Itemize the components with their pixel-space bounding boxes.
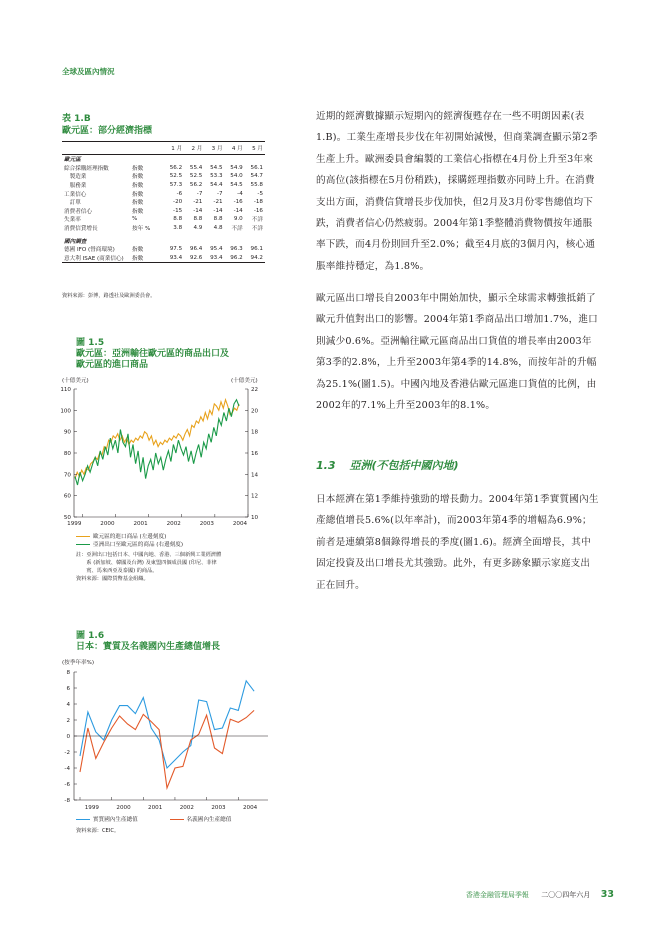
chart15-title-2: 歐元區的進口商品 — [76, 360, 149, 370]
row-label: 意大利 ISAE (商業信心) — [62, 254, 130, 263]
col-header: 1 月 — [164, 142, 184, 155]
chart15-left-unit: (十億美元) — [62, 378, 89, 384]
cell-value: 95.4 — [210, 246, 223, 253]
y-tick: 0 — [66, 734, 70, 740]
chart15-number: 圖 1.5 — [76, 338, 105, 348]
cell-value: 56.2 — [189, 182, 203, 189]
footer-publication: 香港金融管理局季報 — [465, 891, 529, 899]
orange-line-swatch — [76, 536, 90, 537]
cell-value: -5 — [257, 190, 263, 197]
y-tick-left: 100 — [60, 408, 71, 415]
legend-item-real-gdp: 實質國內生產總值 — [76, 817, 138, 823]
chart15-label — [76, 338, 229, 371]
cell-value: 54.5 — [210, 164, 223, 171]
series-line-eurozone-imports — [75, 400, 239, 479]
blue-line-swatch — [76, 819, 90, 820]
chart16-legend — [76, 815, 231, 823]
cell-value: -20 — [173, 199, 183, 206]
chart16 — [56, 657, 286, 817]
table-label — [62, 113, 152, 137]
y-tick: 2 — [66, 718, 70, 724]
row-label: 消費信貸增長 — [64, 226, 98, 233]
y-tick-left: 110 — [60, 387, 71, 393]
cell-value: 不詳 — [251, 217, 263, 224]
cell-value: 54.4 — [210, 182, 223, 189]
row-unit: 指數 — [132, 191, 144, 198]
chart15-source: 資料來源：國際貨幣基金組織。 — [76, 576, 149, 582]
cell-value: 54.9 — [230, 164, 243, 171]
cell-value: 8.8 — [193, 216, 203, 223]
cell-value: 4.9 — [193, 225, 203, 232]
y-tick: -8 — [64, 798, 70, 804]
y-tick: -4 — [64, 766, 70, 772]
y-tick-left: 90 — [63, 429, 71, 436]
cell-value: 不詳 — [251, 226, 263, 233]
cell-value: 9.0 — [233, 216, 243, 223]
row-unit: 指數 — [132, 174, 144, 181]
cell-value: 8.8 — [173, 216, 183, 223]
y-tick-left: 50 — [63, 515, 71, 521]
chart16-label — [76, 631, 220, 653]
row-unit: 指數 — [132, 165, 144, 172]
y-tick-right: 10 — [251, 515, 259, 521]
x-tick: 2000 — [116, 805, 131, 811]
cell-value: -14 — [213, 207, 223, 214]
y-tick-right: 18 — [251, 429, 259, 436]
cell-value: 8.8 — [213, 216, 223, 223]
chart15-legend — [76, 532, 183, 548]
y-tick: -6 — [64, 782, 70, 788]
row-label: 德國 IFO (營商環境) — [64, 247, 115, 254]
row-unit: 指數 — [132, 200, 144, 207]
cell-value: 54.7 — [250, 173, 263, 180]
cell-value: -14 — [233, 207, 243, 214]
y-tick: -2 — [64, 750, 70, 756]
chart15 — [56, 372, 276, 532]
paragraph-2: 歐元區出口增長自2003年中開始加快，顯示全球需求轉強抵銷了歐元升值對出口的影響。2004年第1季商品出口增加1.7%，進口則減少0.6%。亞洲輸往歐元區商品出口貨值的增長率由2003年第3季的2.8%，上升至2003年第4季的14.8%，而按年計的升幅為25.1%(圖1.5)。中國內地及香港佔歐元區進口貨值的比例，由2002年的7.1%上升至2003年的8.1%。 — [316, 293, 598, 412]
cell-value: 96.4 — [189, 246, 203, 253]
paragraph-1: 近期的經濟數據顯示短期內的經濟復甦存在一些不明朗因素(表1.B)。工業生產增長步伐在年初開始減慢，但商業調查顯示第2季生產上升。歐洲委員會編製的工業信心指標在4月份上升至3年來的高位(該指標在5月份稍跌)，採購經理指數亦同時上升。在消費支出方面，消費信貸增長步伐加快，但2月及3月份零售總值均下跌，消費者信心仍然疲弱。2004年第1季整體消費物價按年通脹率下跌，而4月份則回升至2.0%；截至4月底的3個月內，核心通脹率維持穩定，為1.8%。 — [316, 111, 598, 272]
chart15-title-1: 歐元區：亞洲輸往歐元區的商品出口及 — [76, 349, 230, 359]
table-row — [62, 181, 265, 190]
chart16-unit: (按季年率%) — [62, 660, 95, 666]
cell-value: -15 — [173, 207, 183, 214]
green-line-swatch — [76, 544, 90, 545]
y-tick-left: 60 — [63, 493, 71, 500]
cell-value: 55.8 — [250, 182, 263, 189]
cell-value: 96.2 — [225, 254, 245, 263]
table-body — [62, 155, 265, 263]
cell-value: -14 — [193, 207, 203, 214]
row-label: 失業率 — [64, 217, 81, 224]
table-row — [62, 215, 265, 224]
table-row — [62, 207, 265, 216]
table-group-row — [62, 155, 265, 164]
cell-value: 93.4 — [164, 254, 184, 263]
y-tick: 8 — [66, 670, 70, 676]
row-unit: 指數 — [130, 254, 164, 263]
cell-value: 52.5 — [169, 173, 183, 180]
cell-value: 56.2 — [169, 164, 183, 171]
indicators-table — [62, 141, 265, 263]
x-tick: 2003 — [199, 521, 214, 527]
cell-value: 52.5 — [189, 173, 203, 180]
x-tick: 1999 — [84, 805, 99, 811]
chart16-source: 資料來源：CEIC。 — [76, 828, 120, 834]
table-group-label: 歐元區 — [64, 157, 81, 164]
cell-value: 55.4 — [189, 164, 203, 171]
table-row — [62, 172, 265, 181]
row-unit: 按年 % — [132, 226, 151, 233]
y-tick-right: 22 — [251, 387, 259, 393]
cell-value: 93.4 — [204, 254, 224, 263]
cell-value: 不詳 — [231, 226, 243, 233]
y-tick-right: 14 — [251, 472, 259, 479]
y-tick-left: 80 — [63, 451, 71, 457]
cell-value: -7 — [216, 190, 223, 197]
legend-item-asia-exports: 亞洲出口至歐元區的商品 (右邊刻度) — [76, 540, 183, 548]
row-label: 訂單 — [64, 200, 81, 207]
y-tick-right: 16 — [251, 451, 259, 457]
series-line-real-gdp — [80, 681, 254, 768]
x-tick: 1999 — [67, 521, 82, 527]
chart15-note: 註：亞洲出口包括日本、中國內地、香港、三個新興工業經濟體 系 (新加坡、韓國及台灣) 及東盟四個成員國 (印尼、菲律 賓、馬來西亞及泰國) 的商品。 資料來源：國際貨幣基金組織。 — [76, 552, 222, 582]
table-row — [62, 164, 265, 173]
section-heading: 1.3 亞洲(不包括中國內地) — [316, 459, 459, 472]
col-header: 2 月 — [184, 142, 204, 155]
red-line-swatch — [170, 819, 184, 820]
cell-value: 54.0 — [230, 173, 243, 180]
row-unit: % — [132, 216, 138, 223]
y-tick: 4 — [66, 702, 70, 708]
row-unit: 指數 — [132, 247, 144, 254]
col-header: 3 月 — [204, 142, 224, 155]
x-tick: 2004 — [243, 805, 258, 811]
table-row — [62, 189, 265, 198]
cell-value: -16 — [253, 207, 263, 214]
row-label: 製造業 — [64, 174, 87, 181]
row-label: 消費者信心 — [64, 208, 92, 215]
cell-value: -6 — [176, 190, 183, 197]
cell-value: -21 — [213, 199, 223, 206]
cell-value: 96.3 — [230, 246, 243, 253]
x-tick: 2001 — [148, 805, 163, 811]
cell-value: -4 — [237, 190, 243, 197]
legend-item-imports: 歐元區的進口商品 (左邊刻度) — [76, 532, 183, 540]
y-tick-left: 70 — [63, 472, 71, 479]
legend-item-nominal-gdp: 名義國內生產總值 — [170, 817, 232, 823]
table-title: 歐元區：部分經濟指標 — [62, 126, 153, 136]
table-row — [62, 198, 265, 207]
cell-value: 53.3 — [210, 173, 223, 180]
footer-date: 二〇〇四年六月 — [541, 891, 591, 899]
table-source: 資料來源：彭博，路透社及歐洲委員會。 — [62, 293, 156, 299]
cell-value: 3.8 — [173, 225, 183, 232]
chart15-right-unit: (十億美元) — [231, 378, 258, 384]
row-label: 工業信心 — [64, 191, 87, 198]
page-number: 33 — [600, 889, 614, 900]
cell-value: 56.1 — [250, 164, 263, 171]
cell-value: -7 — [196, 190, 203, 197]
series-line-nominal-gdp — [80, 710, 254, 788]
page-footer — [466, 889, 614, 900]
y-tick-right: 12 — [251, 493, 259, 500]
cell-value: -16 — [233, 199, 243, 206]
col-header: 5 月 — [245, 142, 265, 155]
row-unit: 指數 — [132, 208, 144, 215]
chart16-title: 日本：實質及名義國內生產總值增長 — [76, 642, 221, 652]
y-tick: 6 — [66, 686, 70, 692]
x-tick: 2003 — [211, 805, 226, 811]
cell-value: 4.8 — [213, 225, 223, 232]
chart16-number: 圖 1.6 — [76, 631, 105, 641]
x-tick: 2001 — [133, 521, 148, 527]
table-group-row — [62, 232, 265, 245]
x-tick: 2004 — [232, 521, 248, 527]
cell-value: 92.6 — [184, 254, 204, 263]
row-label: 服務業 — [64, 183, 87, 190]
paragraph-3: 日本經濟在第1季維持強勁的增長動力。2004年第1季實質國內生產總值增長5.6%(以年率計)，而2003年第4季的增幅為6.9%；前者是連續第8個錄得增長的季度(圖1.6)。經濟全面增長，其中固定投資及出口增長尤其強勁。此外，有更多跡象顯示家庭支出正在回升。 — [316, 494, 599, 591]
x-tick: 2000 — [100, 521, 115, 527]
row-unit: 指數 — [132, 183, 144, 190]
table-number: 表 1.B — [62, 114, 91, 124]
cell-value: 94.2 — [245, 254, 265, 263]
cell-value: 96.1 — [250, 246, 263, 253]
table-row — [62, 245, 265, 254]
cell-value: 57.3 — [169, 182, 183, 189]
x-tick: 2002 — [166, 521, 181, 527]
col-header: 4 月 — [225, 142, 245, 155]
table-row — [62, 224, 265, 233]
x-tick: 2002 — [179, 805, 194, 811]
cell-value: 97.5 — [169, 246, 183, 253]
y-tick-right: 20 — [251, 408, 259, 415]
table-row — [62, 254, 265, 263]
row-label: 綜合採購經理指數 — [64, 165, 109, 172]
cell-value: 54.5 — [230, 182, 243, 189]
table-group-label: 國內調查 — [64, 238, 87, 245]
cell-value: -21 — [193, 199, 203, 206]
cell-value: -18 — [253, 199, 263, 206]
section-tag: 全球及區內情況 — [62, 67, 115, 76]
